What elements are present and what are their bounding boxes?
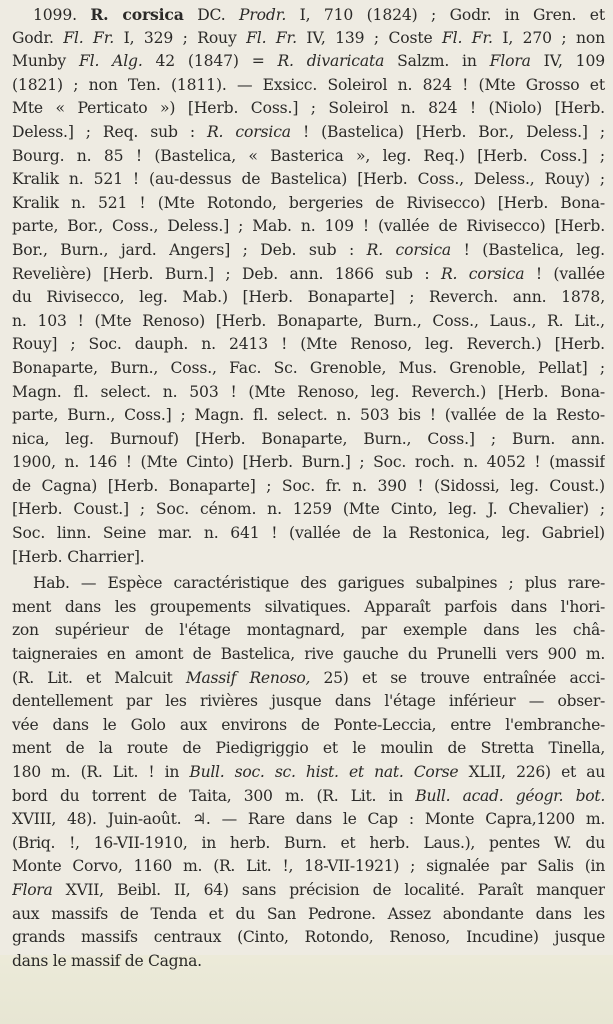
habitat-line	[12, 785, 605, 809]
citation-title: Flora	[12, 880, 53, 899]
citation-title: Bull. soc. sc. hist. et nat. Corse	[189, 763, 459, 781]
text-run: DC.	[197, 6, 240, 24]
habitat-line	[12, 643, 605, 667]
habitat-line	[12, 596, 605, 620]
text-run: Godr.	[12, 28, 64, 47]
entry-line	[12, 121, 605, 145]
citation-title: Fl. Fr.	[63, 28, 115, 47]
text-run: taigneraies en amont de Bastelica, rive gauche du Prunelli vers 900 m.	[12, 645, 605, 664]
habitat-line	[12, 832, 605, 856]
citation-title: R. corsica	[206, 122, 291, 141]
text-run: aux massifs de Tenda et du San Pedrone. Assez abondante dans les	[12, 904, 605, 923]
entry-line	[12, 263, 605, 287]
text-run: Bonaparte, Burn., Coss., Fac. Sc. Grenoble, Mus. Grenoble, Pellat] ;	[12, 358, 605, 377]
text-run: dentellement par les rivières jusque dans l'étage inférieur — obser-	[12, 692, 605, 711]
text-run: IV, 139 ; Coste	[296, 28, 442, 47]
entry-line	[12, 498, 605, 522]
entry-line	[12, 27, 605, 51]
habitat-line	[12, 903, 605, 927]
citation-title: R. corsica	[440, 264, 525, 283]
text-run: bord du torrent de Taita, 300 m. (R. Lit. in	[12, 786, 416, 805]
citation-title: Fl. Fr.	[246, 28, 297, 47]
habitat-line	[12, 879, 605, 903]
entry-line	[12, 50, 605, 74]
entry-line	[12, 404, 605, 428]
entry-line	[12, 381, 605, 405]
text-run: XVII, Beibl. II, 64) sans précision de localité. Paraît manquer	[52, 880, 605, 899]
text-run: Deless.] ; Req. sub :	[12, 122, 207, 141]
entry-line	[12, 333, 605, 357]
citation-title: Massif Renoso,	[185, 668, 311, 687]
text-run: (Briq. !, 16-VII-1910, in herb. Burn. et herb. Laus.), pentes W. du	[12, 833, 605, 852]
text-run: ! (Bastelica) [Herb. Bor., Deless.] ;	[290, 122, 605, 141]
species-entry	[12, 3, 605, 569]
text-run: grands massifs centraux (Cinto, Rotondo, Renoso, Incudine) jusque	[12, 928, 605, 947]
habitat-line	[12, 737, 605, 761]
text-run: (R. Lit. et Malcuit	[12, 668, 186, 687]
text-run: parte, Bor., Coss., Deless.] ; Mab. n. 109 ! (vallée de Rivisecco) [Herb.	[12, 217, 605, 236]
citation-title: Fl. Alg.	[78, 52, 143, 71]
text-run: Mte « Perticato ») [Herb. Coss.] ; Soleirol n. 824 ! (Niolo) [Herb.	[12, 99, 605, 118]
text-run: n. 103 ! (Mte Renoso) [Herb. Bonaparte, Burn., Coss., Laus., R. Lit.,	[12, 311, 605, 330]
entry-line	[12, 3, 605, 27]
text-run: 1900, n. 146 ! (Mte Cinto) [Herb. Burn.] ; Soc. roch. n. 4052 ! (massif	[12, 453, 605, 472]
text-run: XLII, 226) et au	[458, 763, 605, 781]
text-run: du Rivisecco, leg. Mab.) [Herb. Bonaparte] ; Reverch. ann. 1878,	[12, 288, 605, 307]
text-run: zon supérieur de l'étage montagnard, par exemple dans les châ-	[12, 621, 605, 640]
citation-title: Flora	[489, 52, 531, 71]
text-run: nica, leg. Burnouf) [Herb. Bonaparte, Burn., Coss.] ; Burn. ann.	[12, 429, 605, 448]
text-run: XVIII, 48). Juin-août. ♃. — Rare dans le Cap : Monte Capra,1200 m.	[12, 810, 605, 829]
citation-title: R. divaricata	[277, 52, 385, 71]
text-run: Kralik n. 521 ! (Mte Rotondo, bergeries de Rivisecco) [Herb. Bona-	[12, 193, 605, 212]
text-run: [Herb. Charrier].	[12, 547, 145, 566]
citation-title: R. corsica	[366, 240, 452, 259]
text-run: I, 329 ; Rouy	[114, 28, 247, 47]
entry-line	[12, 145, 605, 169]
text-run: Revelière) [Herb. Burn.] ; Deb. ann. 1866 sub :	[12, 264, 441, 283]
text-run: dans le massif de Cagna.	[12, 951, 202, 970]
text-run: 180 m. (R. Lit. ! in	[12, 763, 190, 781]
habitat-line	[12, 926, 605, 950]
entry-line	[12, 215, 605, 239]
text-run: 25) et se trouve entraînée acci-	[310, 668, 605, 687]
entry-line	[12, 428, 605, 452]
text-run: Monte Corvo, 1160 m. (R. Lit. !, 18-VII-1921) ; signalée par Salis (in	[12, 857, 605, 876]
habitat-line	[12, 950, 605, 974]
habitat-line	[12, 667, 605, 691]
entry-line	[12, 74, 605, 98]
entry-line	[12, 522, 605, 546]
text-run: Munby	[12, 52, 79, 71]
text-run: I, 710 (1824) ; Godr. in Gren. et	[286, 6, 605, 24]
text-run: (1821) ; non Ten. (1811). — Exsicc. Soleirol n. 824 ! (Mte Grosso et	[12, 75, 605, 94]
entry-line	[12, 239, 605, 263]
text-run: ment dans les groupements silvatiques. Apparaît parfois dans l'hori-	[12, 597, 605, 616]
text-run: Bourg. n. 85 ! (Bastelica, « Basterica », leg. Req.) [Herb. Coss.] ;	[12, 146, 605, 165]
habitat-line	[12, 572, 605, 596]
text-run: I, 270 ; non	[492, 28, 605, 47]
text-run: [Herb. Coust.] ; Soc. cénom. n. 1259 (Mte Cinto, leg. J. Chevalier) ;	[12, 500, 605, 519]
habitat-line	[12, 619, 605, 643]
text-run: ! (Bastelica, leg.	[451, 240, 605, 259]
habitat-line	[12, 714, 605, 738]
text-run: Soc. linn. Seine mar. n. 641 ! (vallée de la Restonica, leg. Gabriel)	[12, 524, 605, 543]
species-name: R. corsica	[90, 5, 184, 24]
text-run: Magn. fl. select. n. 503 ! (Mte Renoso, leg. Reverch.) [Herb. Bona-	[12, 382, 605, 401]
citation-title: Prodr.	[239, 6, 287, 24]
text-run: Bor., Burn., jard. Angers] ; Deb. sub :	[12, 240, 367, 259]
text-run: Kralik n. 521 ! (au-dessus de Bastelica) [Herb. Coss., Deless., Rouy) ;	[12, 170, 605, 189]
text-run: vée dans le Golo aux environs de Ponte-Leccia, entre l'embranche-	[12, 715, 605, 734]
text-run: de Cagna) [Herb. Bonaparte] ; Soc. fr. n. 390 ! (Sidossi, leg. Coust.)	[12, 476, 605, 495]
citation-title: Fl. Fr.	[442, 28, 493, 47]
entry-line	[12, 451, 605, 475]
entry-line	[12, 192, 605, 216]
habitat-line	[12, 855, 605, 879]
entry-line	[12, 168, 605, 192]
text-run: Hab. — Espèce caractéristique des garigues subalpines ; plus rare-	[33, 574, 605, 593]
entry-line	[12, 357, 605, 381]
entry-line	[12, 286, 605, 310]
text-run: Salzm. in	[384, 52, 490, 71]
entry-line	[12, 310, 605, 334]
text-run: ! (vallée	[524, 264, 605, 283]
text-run: parte, Burn., Coss.] ; Magn. fl. select. n. 503 bis ! (vallée de la Resto-	[12, 406, 605, 425]
habitat-line	[12, 761, 605, 785]
habitat-line	[12, 808, 605, 832]
entry-line	[12, 475, 605, 499]
habitat-paragraph	[12, 572, 605, 973]
text-run: Rouy] ; Soc. dauph. n. 2413 ! (Mte Renoso, leg. Reverch.) [Herb.	[12, 335, 605, 354]
text-run: IV, 109	[530, 52, 605, 71]
text-run: 42 (1847) =	[142, 52, 278, 71]
entry-line	[12, 546, 605, 570]
citation-title: Bull. acad. géogr. bot.	[415, 786, 605, 805]
entry-number: 1099.	[33, 6, 77, 24]
entry-line	[12, 97, 605, 121]
text-run: ment de la route de Piedigriggio et le moulin de Stretta Tinella,	[12, 739, 605, 758]
habitat-line	[12, 690, 605, 714]
